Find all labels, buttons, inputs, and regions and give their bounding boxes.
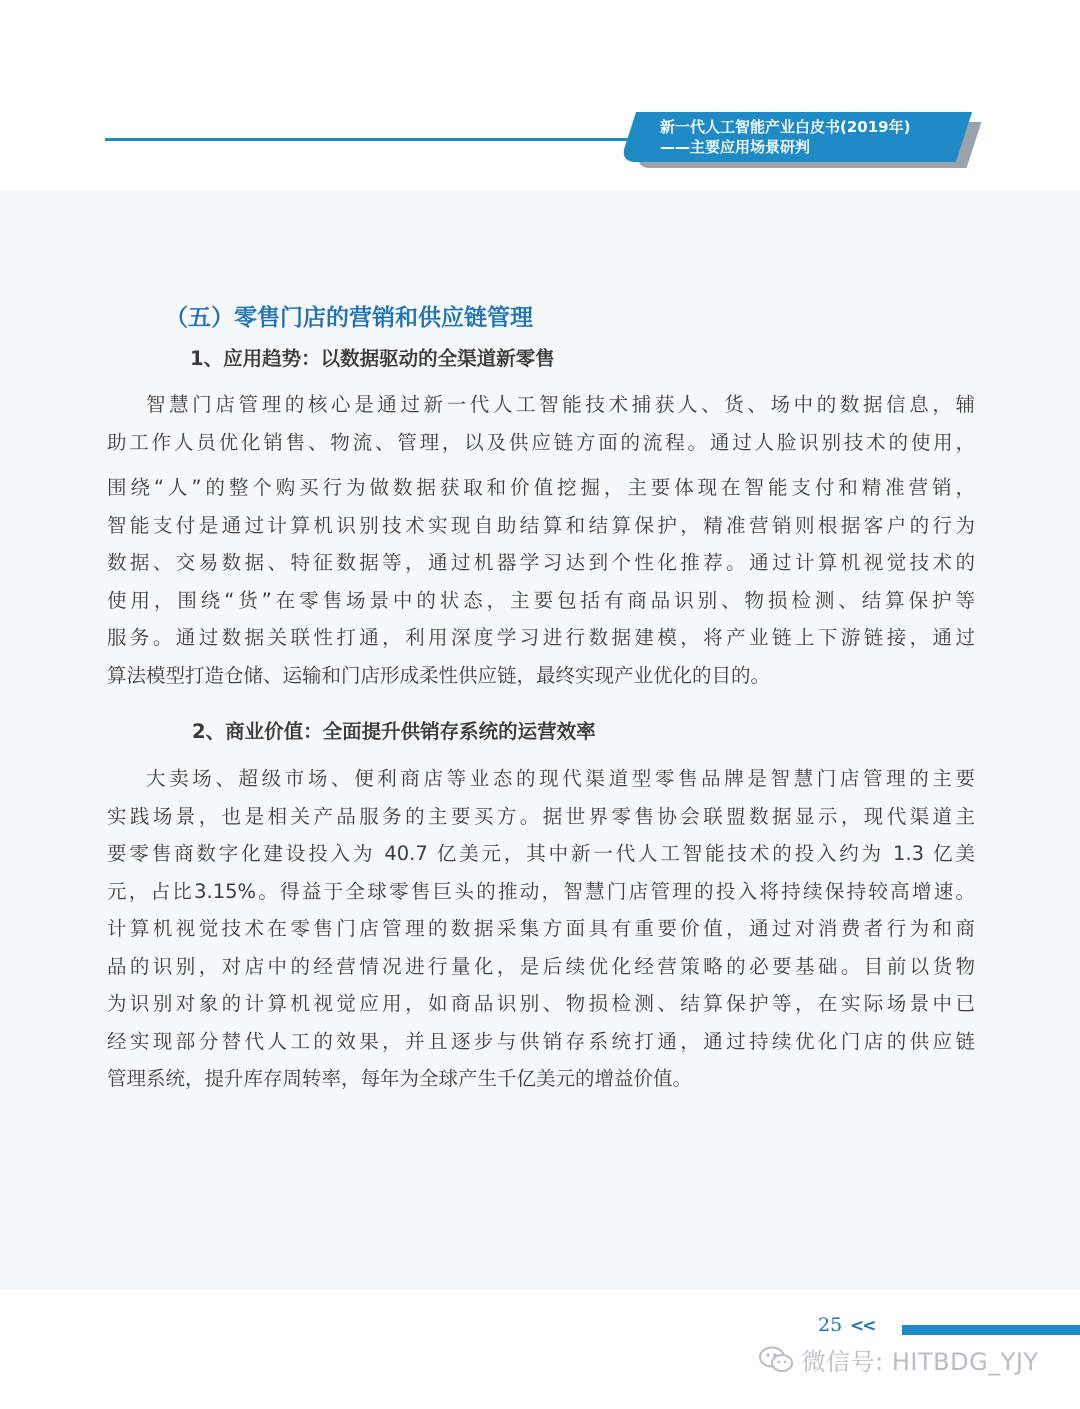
paragraph-line: 助工作人员优化销售、物流、管理，以及供应链方面的流程。通过人脸识别技术的使用， [107,430,975,454]
header-title-line1: 新一代人工智能产业白皮书(2019年) [660,118,911,136]
paragraph-line: 经实现部分替代人工的效果，并且逐步与供销存系统打通，通过持续优化门店的供应链 [107,1029,975,1053]
page-arrow-icon: << [850,1316,875,1336]
page-number: 25 [818,1314,843,1336]
paragraph-line: 服务。通过数据关联性打通，利用深度学习进行数据建模，将产业链上下游链接，通过 [107,626,975,649]
header-title-line2: ——主要应用场景研判 [660,138,811,156]
paragraph-1 [107,386,975,694]
wechat-watermark [758,1342,1058,1382]
paragraph-line: 使用，围绕“货”在零售场景中的状态，主要包括有商品识别、物损检测、结算保护等 [107,588,975,612]
footer-accent-bar [902,1325,1080,1335]
paragraph-line: 品的识别，对店中的经营情况进行量化，是后续优化经营策略的必要基础。目前以货物 [107,954,975,978]
paragraph-2 [107,760,975,1098]
header-title [660,117,960,157]
section-title: （五）零售门店的营销和供应链管理 [165,305,533,331]
paragraph-line: 算法模型打造仓储、运输和门店形成柔性供应链，最终实现产业优化的目的。 [107,663,771,687]
paragraph-line: 智慧门店管理的核心是通过新一代人工智能技术捕获人、货、场中的数据信息，辅 [146,393,975,416]
paragraph-line: 大卖场、超级市场、便利商店等业态的现代渠道型零售品牌是智慧门店管理的主要 [146,767,975,790]
paragraph-line: 智能支付是通过计算机识别技术实现自助结算和结算保护，精准营销则根据客户的行为 [107,513,975,537]
header-rule [105,138,645,141]
watermark-text: 微信号: HITBDG_YJY [801,1348,1039,1376]
paragraph-line: 为识别对象的计算机视觉应用，如商品识别、物损检测、结算保护等，在实际场景中已 [107,992,975,1015]
paragraph-line: 数据、交易数据、特征数据等，通过机器学习达到个性化推荐。通过计算机视觉技术的 [107,551,975,574]
subsection-title-1: 1、应用趋势：以数据驱动的全渠道新零售 [190,347,555,370]
wechat-icon [758,1345,794,1375]
paragraph-line: 要零售商数字化建设投入为 40.7 亿美元，其中新一代人工智能技术的投入约为 1.3 亿美 [107,842,975,865]
paragraph-line: 管理系统，提升库存周转率，每年为全球产生千亿美元的增益价值。 [107,1067,693,1090]
paragraph-line: 围绕“人”的整个购买行为做数据获取和价值挖掘，主要体现在智能支付和精准营销， [107,476,975,499]
paragraph-line: 计算机视觉技术在零售门店管理的数据采集方面具有重要价值，通过对消费者行为和商 [107,917,975,940]
paragraph-line: 元，占比3.15%。得益于全球零售巨头的推动，智慧门店管理的投入将持续保持较高增速。 [107,879,975,903]
paragraph-line: 实践场景，也是相关产品服务的主要买方。据世界零售协会联盟数据显示，现代渠道主 [107,804,975,828]
subsection-title-2: 2、商业价值：全面提升供销存系统的运营效率 [192,720,596,743]
